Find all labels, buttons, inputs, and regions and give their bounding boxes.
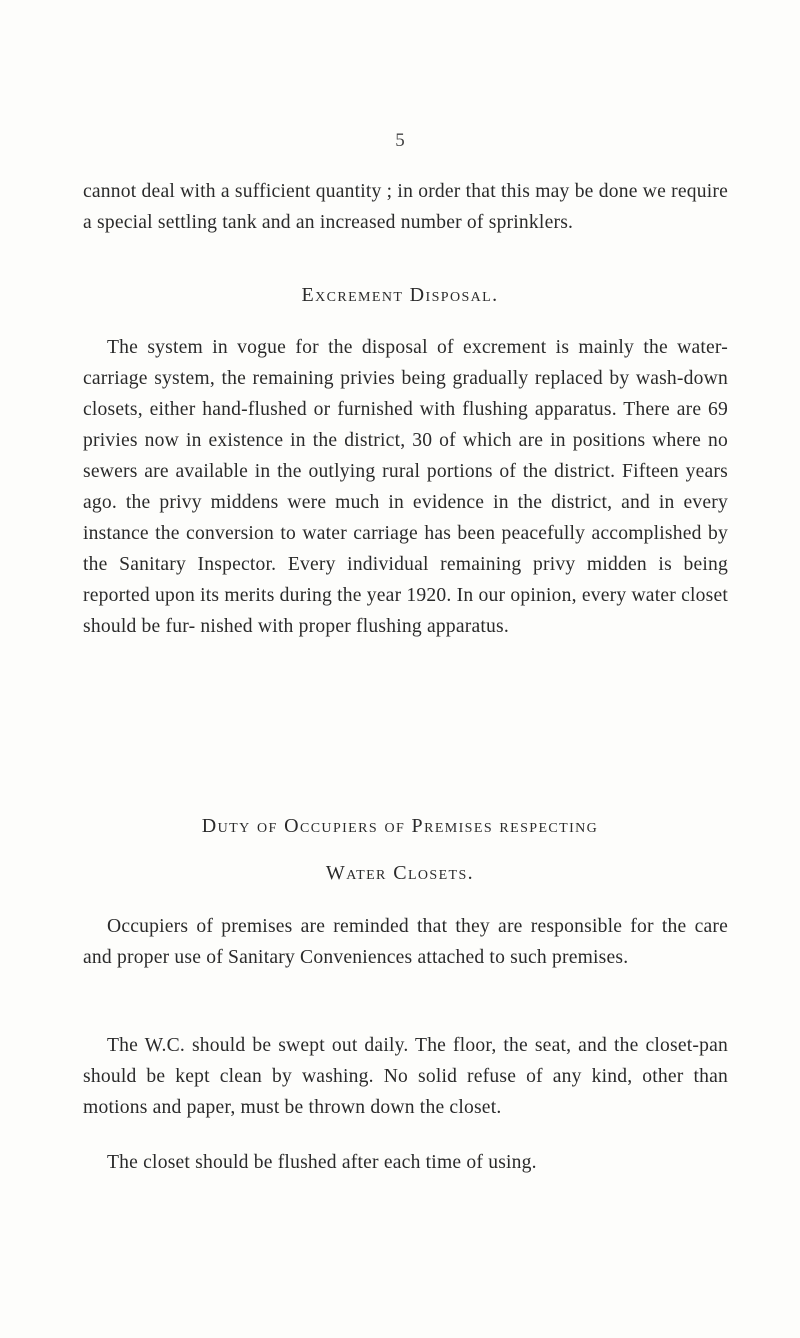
wc-cleaning-paragraph xyxy=(83,1030,728,1123)
page-number: 5 xyxy=(395,130,405,151)
wc-cleaning-text: The W.C. should be swept out daily. The floor, the seat, and the closet-pan should be kept clean by washing. No solid refuse of any kind, other than motions and paper, must be thrown down the closet. xyxy=(83,1035,728,1118)
intro-paragraph xyxy=(83,176,728,238)
intro-text: cannot deal with a sufficient quantity ; in order that this may be done we require a special settling tank and an increased number of sprinklers. xyxy=(83,181,728,233)
closet-flushing-text: The closet should be flushed after each time of using. xyxy=(107,1152,537,1173)
heading-duty-line1: Duty of Occupiers of Premises respecting xyxy=(201,815,599,837)
closet-flushing-paragraph xyxy=(83,1147,728,1178)
excrement-text: The system in vogue for the disposal of excrement is mainly the water-carriage system, the remaining privies being gradually replaced by wash-down closets, either hand-flushed or furnished with flushing apparatus. There are 69 privies now in existence in the district, 30 of which are in positions where no sewers are available in the outlying rural portions of the district. Fifteen years ago. the privy middens were much in evidence in the district, and in every instance the conversion to water carriage has been peacefully accomplished by the Sanitary Inspector. Every individual remaining privy midden is being reported upon its merits during the year 1920. In our opinion, every water closet should be fur- nished with proper flushing apparatus. xyxy=(83,337,728,637)
excrement-paragraph xyxy=(83,332,728,642)
occupiers-text: Occupiers of premises are reminded that they are responsible for the care and proper use of Sanitary Conveniences attached to such premises. xyxy=(83,916,728,968)
heading-duty-line2: Water Closets. xyxy=(325,862,475,884)
heading-excrement-disposal: Excrement Disposal. xyxy=(301,284,499,306)
occupiers-paragraph xyxy=(83,911,728,973)
